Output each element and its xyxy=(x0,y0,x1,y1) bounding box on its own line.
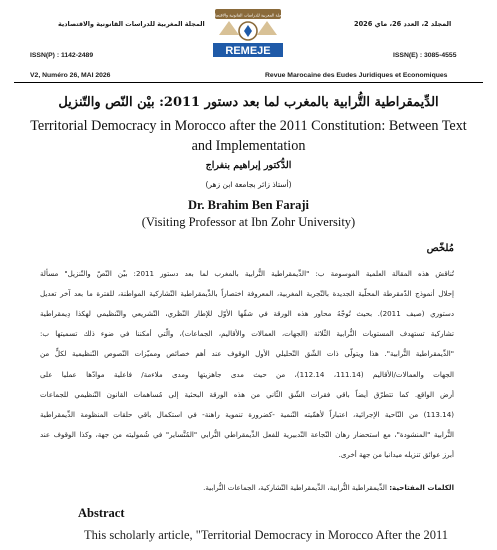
keywords-ar: الدِّيمقراطية التُّرابية، الدِّيمقراطية التّشاركية، الجماعات التُّرابية. xyxy=(203,483,387,492)
journal-name-ar: المجلة المغربية للدراسات القانونية والاقتصادية xyxy=(58,20,205,28)
abstract-line-ar: (113.14) من النّاحية الإجرائية، اعتباراً لأهمّيته التّنمية -كضرورة تنموية راهنة- في استكمال باقي حلقات المنظومة الدِّيمقراطية xyxy=(40,410,454,419)
journal-name-fr: Revue Marocaine des Eudes Juridiques et Economiques xyxy=(265,72,448,79)
issn-electronic: ISSN(E) : 3085-4555 xyxy=(393,52,457,59)
author-affiliation-en: (Visiting Professor at Ibn Zohr University) xyxy=(141,215,356,229)
abstract-line-ar: تُناقش هذه المقالة العلمية الموسومة ب: "الدِّيمقراطية التُّرابية بالمغرب لما بعد دستور 2011: بيْن النّصّ والتّنزيل" مسألة xyxy=(40,269,454,278)
issue-info-ar: المجلد 2، العدد 26، ماي 2026 xyxy=(354,20,452,28)
abstract-line-ar: إحلال أنموذج الدّمقرطة المحلّية الجديدة بالتّجربة المغربية، المعروفة اختصاراً بالدِّيمقراطية التّشاركية المواطنة، للفترة ما بعد آخر تعديل xyxy=(40,289,454,298)
abstract-line-ar: "الدِّيمقراطية التُّرابية". هذا ويتولّى ذات الشّق التّحليلي الأول الوقوف عند أهم خصائص ومميّزات النّصوص التّنظيمية لكلٍّ من xyxy=(40,349,454,358)
author-name-ar: الدُّكتور إبراهيم بنفراج xyxy=(205,160,292,171)
author-affiliation-ar: (أستاذ زائر بجامعة ابن زهر) xyxy=(205,180,292,189)
logo-emblem-left xyxy=(219,21,239,35)
logo-emblem-right xyxy=(257,21,277,35)
keywords-line-ar xyxy=(203,483,454,492)
abstract-line-ar: الجهات والعمالات/الأقاليم (111.14، 112.14)، من حيث مدى جاهزيتها ومدى ملاءمة/ فاعلية موادّها عمليا على xyxy=(40,370,454,379)
article-title-ar: الدِّيمقراطية التُّرابية بالمغرب لما بعد دستور 2011: بيْن النّص والتّنزيل xyxy=(58,95,439,110)
issn-print: ISSN(P) : 1142-2489 xyxy=(30,52,94,59)
header-divider xyxy=(14,82,483,83)
abstract-first-line-en: This scholarly article, "Territorial Democracy in Morocco After the 2011 xyxy=(84,528,449,542)
author-name-en: Dr. Brahim Ben Faraji xyxy=(187,198,310,212)
keywords-label-ar: الكلمات المفتاحية: xyxy=(389,483,454,492)
abstract-line-ar: أرض الواقع. كما تتطرّق أيضاً باقي فقرات الشّق الثّاني من هذه الورقة البحثية إلى مُساهمات القانون التّنظيمي للجماعات xyxy=(40,390,454,399)
logo-emblem-diamond xyxy=(244,25,252,37)
journal-logo xyxy=(209,5,287,65)
logo-name-text: REMEJE xyxy=(225,45,271,57)
article-title-en: Territorial Democracy in Morocco after the 2011 Constitution: Between Text and Implementation xyxy=(30,118,467,154)
abstract-line-ar: دستوري (صيف 2011). بحيث تُوجّهُ محاور هذه الورقة في شقّها الأوّل للإطار النّظري، التّشريعي والتّنظيمي لهكذا دِيمقراطية xyxy=(40,309,454,318)
abstract-heading-en: Abstract xyxy=(78,506,125,520)
logo-arabic-text: المجلة المغربية للدراسات القانونية والاقتصادية xyxy=(209,12,287,18)
abstract-line-ar: التُّرابية "المنشودة"، مع استحضار رهان النّجاعة التّدبيرية للفعل الدِّيمقراطي التُّرابي "المُتَّساير" في شُموليته من جهة، وكذا الوقوف عند xyxy=(40,430,454,439)
abstract-line-ar: أبرز عوائق تنزيله ميدانيا من جهة أخرى. xyxy=(338,450,454,459)
abstract-line-ar: تشاركية تستهدف المستويات التُّرابية الثّلاثة (الجهات، العمالات والأقاليم، الجماعات)، والّتي أمكننا في ضوء ذلك تسميتها ب: xyxy=(40,329,454,338)
abstract-heading-ar: مُلخّص xyxy=(426,243,454,254)
volume-info-fr: V2, Numéro 26, MAI 2026 xyxy=(30,72,111,79)
